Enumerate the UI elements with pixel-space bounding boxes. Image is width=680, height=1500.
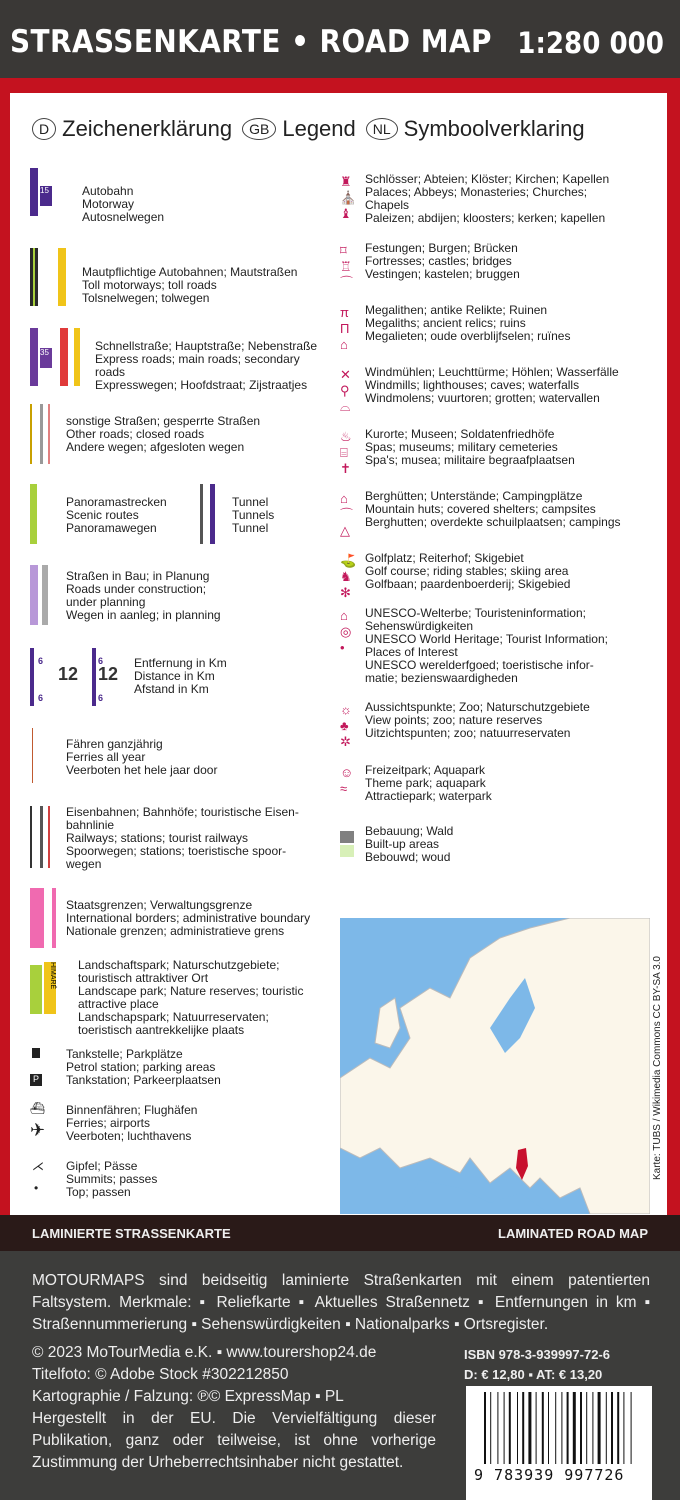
legend-text-line: Megaliths; ancient relics; ruins: [365, 316, 526, 330]
legend-text-line: Landscape park; Nature reserves; touristic: [78, 984, 304, 998]
legend-title-nl: Symboolverklaring: [403, 116, 585, 141]
legend-entry-petrol: [66, 1048, 221, 1087]
legend-text-line: Spoorwegen; stations; toeristische spoor-: [66, 844, 287, 858]
price: D: € 12,80 ▪ AT: € 13,20: [464, 1367, 603, 1382]
distance-number: 12: [98, 664, 119, 684]
legend-text-line: Mautpflichtige Autobahnen; Mautstraßen: [82, 265, 298, 279]
legend-text-line: Golfbaan; paardenboerderij; Skigebied: [365, 577, 571, 591]
barcode-bar: [528, 1392, 531, 1464]
legend-entry-windmills: [365, 366, 619, 405]
page-title: STRASSENKARTE • ROAD MAP: [10, 24, 492, 60]
legend-text-line: Golf course; riding stables; skiing area: [365, 564, 569, 578]
megaliths-icon-2: Π: [340, 321, 350, 336]
barcode-bar: [517, 1392, 518, 1464]
windmills-icon-3: ⌓: [340, 399, 351, 414]
barcode-bar: [548, 1392, 549, 1464]
legend-text-line: Tankstation; Parkeerplaatsen: [66, 1073, 221, 1087]
legend-text-line: Windmolens; vuurtoren; grotten; watervallen: [365, 391, 600, 405]
legend-text-line: bahnlinie: [66, 818, 115, 832]
legend-entry-built-up: [365, 825, 453, 864]
legend-text-line: Festungen; Burgen; Brücken: [365, 241, 518, 255]
legend-entry-golf: [365, 552, 570, 591]
legend-text-line: toeristisch aantrekkelijke plaats: [78, 1023, 245, 1037]
legend-text-line: Top; passen: [66, 1185, 131, 1199]
ferry-icon: ⛴: [30, 1101, 46, 1115]
huts-icon-2: ⌒: [340, 507, 354, 522]
legend-text-line: Binnenfähren; Flughäfen: [66, 1103, 198, 1117]
legend-text-line: Sehenswürdigkeiten: [365, 619, 474, 633]
legend-entry-castles: [365, 173, 609, 225]
other-road-symbol: [40, 404, 43, 464]
viewpoints-icon-3: ✲: [340, 734, 351, 749]
legend-text-line: Attractiepark; waterpark: [365, 789, 492, 803]
landscape-park-symbol: [30, 965, 42, 990]
legend-text-line: Other roads; closed roads: [66, 427, 205, 441]
huts-icon-1: ⌂: [340, 491, 348, 506]
legend-entry-other-roads: [66, 415, 260, 454]
barcode-bar: [598, 1392, 601, 1464]
legend-entry-landscape-park: [78, 959, 303, 1037]
nature-reserve-symbol: [30, 990, 42, 1014]
legend-text-line: Landschaftspark; Naturschutzgebiete;: [78, 958, 280, 972]
megaliths-icon-3: ⌂: [340, 337, 348, 352]
legend-text-line: UNESCO-Welterbe; Touristeninformation;: [365, 606, 586, 620]
legend-entry-summits: [66, 1160, 157, 1199]
tourist-railway-symbol: [48, 806, 50, 868]
legend-text-line: Uitzichtspunten; zoo; natuurreservaten: [365, 726, 571, 740]
legend-text-line: Windmills; lighthouses; caves; waterfalls: [365, 378, 580, 392]
fortresses-icon-2: ♖: [340, 259, 352, 274]
legend-text-line: Kurorte; Museen; Soldatenfriedhöfe: [365, 427, 555, 441]
legend-entry-ferries-airports: [66, 1104, 197, 1143]
toll-road-symbol: [58, 248, 66, 306]
legend-entry-railways: [66, 806, 299, 871]
legend-text-line: Spa's; musea; militaire begraafplaatsen: [365, 453, 575, 467]
legend-text-line: Eisenbahnen; Bahnhöfe; touristische Eisen-: [66, 805, 299, 819]
legend-text-line: Schnellstraße; Hauptstraße; Nebenstraße: [95, 339, 318, 353]
toll-motorway-stripe: [33, 248, 35, 306]
legend-entry-toll-motorway: [82, 266, 297, 305]
windmills-icon-1: ✕: [340, 367, 351, 382]
unesco-icon-1: ⌂: [340, 608, 348, 623]
barcode-bar: [586, 1392, 587, 1464]
scenic-route-symbol: [30, 484, 37, 544]
legend-text-line: Toll motorways; toll roads: [82, 278, 217, 292]
legend-text-line: Summits; passes: [66, 1172, 158, 1186]
barcode-bar: [536, 1392, 537, 1464]
legend-text-line: Autobahn: [82, 184, 134, 198]
legend-entry-ferries: [66, 738, 217, 777]
legend-text-line: Berghutten; overdekte schuilplaatsen; campings: [365, 515, 621, 529]
legend-text-line: Vestingen; kastelen; bruggen: [365, 267, 520, 281]
barcode-bar: [490, 1392, 491, 1464]
barcode-bar: [497, 1392, 498, 1464]
legend-text-line: Berghütten; Unterstände; Campingplätze: [365, 489, 583, 503]
legend-text-line: View points; zoo; nature reserves: [365, 713, 543, 727]
legend-text-line: Expresswegen; Hoofdstraat; Zijstraatjes: [95, 378, 308, 392]
legend-entry-spas: [365, 428, 575, 467]
legend-text-line: Ferries; airports: [66, 1116, 151, 1130]
legend-text-line: Bebouwd; woud: [365, 850, 451, 864]
megaliths-icon-1: π: [340, 305, 349, 320]
forest-swatch: [340, 845, 354, 857]
lang-badge-nl: NL: [366, 118, 398, 140]
legend-entry-megaliths: [365, 304, 570, 343]
legend-entry-huts: [365, 490, 621, 529]
legend-text-line: UNESCO werelderfgoed; toeristische infor-: [365, 658, 594, 672]
pass-icon: •: [34, 1181, 39, 1195]
legend-text-line: Andere wegen; afgesloten wegen: [66, 440, 245, 454]
legend-text-line: Tunnel: [232, 521, 269, 535]
railway-symbol: [30, 806, 32, 868]
express-road-symbol: [30, 328, 38, 386]
legend-entry-borders: [66, 899, 310, 938]
spas-icon-1: ♨: [340, 429, 352, 444]
tunnel-symbol: [200, 484, 203, 544]
legend-text-line: Megalithen; antike Relikte; Ruinen: [365, 303, 548, 317]
legend-text-line: Motorway: [82, 197, 135, 211]
huts-icon-3: △: [340, 523, 350, 538]
barcode-bar: [573, 1392, 576, 1464]
legend-text-line: roads: [95, 365, 126, 379]
viewpoints-icon-1: ☼: [340, 702, 352, 717]
castles-icon-1: ♜: [340, 174, 352, 189]
legend-text-line: Fortresses; castles; bridges: [365, 254, 512, 268]
legend-text-line: Mountain huts; covered shelters; campsites: [365, 502, 596, 516]
legend-entry-under-construction: [66, 570, 221, 622]
legend-entry-theme-park: [365, 764, 492, 803]
header-bar: [0, 0, 680, 78]
strip-label-en: LAMINATED ROAD MAP: [498, 1226, 648, 1241]
barcode-bar: [509, 1392, 511, 1464]
legend-title-en: Legend: [282, 116, 356, 141]
legend-text-line: Panoramastrecken: [66, 495, 167, 509]
theme-park-icon-2: ≈: [340, 781, 348, 796]
legend-text-line: matie; bezienswaardigheden: [365, 671, 518, 685]
golf-icon-2: ♞: [340, 569, 352, 584]
spas-icon-2: ⌸: [340, 445, 348, 460]
legend-text-line: Wegen in aanleg; in planning: [66, 608, 221, 622]
motorway-number-badge: 15: [40, 186, 52, 206]
ferry-symbol: [32, 728, 33, 783]
legend-text-line: Paleizen; abdijen; kloosters; kerken; kapellen: [365, 211, 606, 225]
admin-boundary-symbol: [52, 888, 56, 948]
legend-text-line: sonstige Straßen; gesperrte Straßen: [66, 414, 261, 428]
planning-road-symbol: [42, 565, 48, 625]
legend-text-line: International borders; administrative boundary: [66, 911, 311, 925]
viewpoints-icon-2: ♣: [340, 718, 349, 733]
legend-text-line: touristisch attraktiver Ort: [78, 971, 209, 985]
legend-entry-scenic-routes: [66, 496, 167, 535]
product-description: MOTOURMAPS sind beidseitig laminierte Straßenkarten mit einem patentierten Faltsystem. Merkmale: ▪ Reliefkarte ▪ Aktuelles Straßennetz ▪ Entfernungen in km ▪ Straßennummerierung ▪ Sehenswürdigkeiten ▪ Nationalparks ▪ Ortsregister.: [32, 1272, 650, 1333]
legend-text-line: Palaces; Abbeys; Monasteries; Churches;: [365, 185, 588, 199]
legend-text-line: Nationale grenzen; administratieve grens: [66, 924, 285, 938]
legend-text-line: Windmühlen; Leuchttürme; Höhlen; Wasserfälle: [365, 365, 619, 379]
legend-text-line: Built-up areas: [365, 837, 440, 851]
legend-text-line: Railways; stations; tourist railways: [66, 831, 249, 845]
barcode-bar: [567, 1392, 569, 1464]
fortresses-icon-1: ⌑: [340, 243, 347, 258]
summit-icon: ⋌: [32, 1159, 44, 1173]
other-road-symbol: [30, 404, 32, 464]
strip-label-de: LAMINIERTE STRASSENKARTE: [32, 1226, 231, 1241]
distance-symbol: [92, 648, 96, 706]
barcode-bar: [623, 1392, 624, 1464]
europe-landmass: [340, 918, 650, 1214]
legend-entry-unesco: [365, 607, 608, 685]
distance-number: 6: [98, 693, 104, 703]
legend-text-line: Gipfel; Pässe: [66, 1159, 138, 1173]
legend-text-line: Schlösser; Abteien; Klöster; Kirchen; Kapellen: [365, 172, 610, 186]
legend-entry-distance: [134, 657, 227, 696]
legend-text-line: Spas; museums; military cemeteries: [365, 440, 558, 454]
legend-text-line: Veerboten het hele jaar door: [66, 763, 218, 777]
motorway-symbol: [30, 168, 38, 216]
legend-text-line: under planning: [66, 595, 146, 609]
distance-number: 6: [38, 656, 44, 666]
copyright: © 2023 MoTourMedia e.K. ▪ www.tourershop24.de: [32, 1344, 377, 1361]
secondary-road-symbol: [74, 328, 80, 386]
unesco-icon-3: •: [340, 640, 345, 655]
unesco-icon-2: ◎: [340, 624, 352, 639]
cartography-credit: Kartographie / Falzung: ℗© ExpressMap ▪ PL: [32, 1388, 344, 1405]
windmills-icon-2: ⚲: [340, 383, 350, 398]
closed-road-symbol: [48, 404, 50, 464]
uk-landmass: [375, 998, 400, 1048]
legend-text-line: Tankstelle; Parkplätze: [66, 1047, 183, 1061]
legend-text-line: Places of Interest: [365, 645, 458, 659]
parking-icon: P: [30, 1074, 42, 1086]
barcode-bar: [522, 1392, 524, 1464]
legend-text-line: UNESCO World Heritage; Tourist Information;: [365, 632, 608, 646]
barcode-bar: [542, 1392, 544, 1464]
legend-text-line: Afstand in Km: [134, 682, 209, 696]
legal-notice: Hergestellt in der EU. Die Vervielfältigung dieser Publikation, ganz oder teilweise, ist ohne vorherige Zustimmung der Urheberrechtsinhaber nicht gestattet.: [32, 1410, 436, 1471]
legend-entry-viewpoints: [365, 701, 590, 740]
barcode-bar: [484, 1392, 486, 1464]
barcode-bar: [631, 1392, 632, 1464]
barcode-bar: [561, 1392, 562, 1464]
legend-text-line: Fähren ganzjährig: [66, 737, 163, 751]
legend-title-de: Zeichenerklärung: [62, 116, 233, 141]
legend-entry-motorway: [82, 185, 164, 224]
legend-text-line: Ferries all year: [66, 750, 146, 764]
legend-text-line: Staatsgrenzen; Verwaltungsgrenze: [66, 898, 253, 912]
barcode-bar: [617, 1392, 619, 1464]
photo-credit: Titelfoto: © Adobe Stock #302212850: [32, 1366, 289, 1383]
barcode-bar: [504, 1392, 505, 1464]
legend-text-line: Petrol station; parking areas: [66, 1060, 216, 1074]
distance-number: 12: [58, 664, 79, 684]
barcode-bar: [592, 1392, 593, 1464]
legend-entry-fortresses: [365, 242, 520, 281]
barcode-bar: [611, 1392, 613, 1464]
express-road-badge: 35: [40, 348, 52, 368]
legend-text-line: Aussichtspunkte; Zoo; Naturschutzgebiete: [365, 700, 590, 714]
spas-icon-3: ✝: [340, 461, 351, 476]
legend-text-line: Roads under construction;: [66, 582, 207, 596]
legend-text-line: Tunnel: [232, 495, 269, 509]
lang-badge-d: D: [32, 118, 56, 140]
petrol-station-icon: [32, 1048, 40, 1058]
legend-text-line: Panoramawegen: [66, 521, 157, 535]
border-symbol: [30, 888, 44, 948]
distance-number: 6: [38, 693, 44, 703]
legend-text-line: Theme park; aquapark: [365, 776, 486, 790]
legend-text-line: Golfplatz; Reiterhof; Skigebiet: [365, 551, 524, 565]
castles-icon-2: ⛪: [340, 190, 357, 205]
legend-text-line: wegen: [66, 857, 102, 871]
barcode-bar: [580, 1392, 582, 1464]
legend-text-line: Megalieten; oude overblijfselen; ruïnes: [365, 329, 571, 343]
isbn-block: [464, 1345, 610, 1385]
tunnel-symbol: [210, 484, 215, 544]
legend-text-line: Veerboten; luchthavens: [66, 1129, 192, 1143]
legend-text-line: Tunnels: [232, 508, 275, 522]
map-scale: 1:280 000: [517, 26, 664, 60]
legend-text-line: attractive place: [78, 997, 159, 1011]
legend-text-line: Scenic routes: [66, 508, 139, 522]
golf-icon-1: ⛳: [340, 553, 357, 568]
fortresses-icon-3: ⌒: [340, 275, 354, 290]
barcode-bar: [555, 1392, 556, 1464]
construction-road-symbol: [30, 565, 38, 625]
map-credit: Karte: TUBS / Wikimedia Commons CC BY-SA 3.0: [652, 956, 663, 1180]
tourist-place-badge: HIMARË: [44, 962, 56, 1014]
legend-text-line: Freizeitpark; Aquapark: [365, 763, 486, 777]
golf-icon-3: ✻: [340, 585, 351, 600]
legend-text-line: Express roads; main roads; secondary: [95, 352, 300, 366]
legend-text-line: Distance in Km: [134, 669, 215, 683]
legend-text-line: Tolsnelwegen; tolwegen: [82, 291, 210, 305]
legend-text-line: Chapels: [365, 198, 410, 212]
legend-text-line: Landschapspark; Natuurreservaten;: [78, 1010, 269, 1024]
barcode-number: 9 783939 997726: [474, 1466, 625, 1484]
legend-text-line: Entfernung in Km: [134, 656, 227, 670]
railway-symbol: [40, 806, 43, 868]
built-up-area-swatch: [340, 831, 354, 843]
theme-park-icon-1: ☺: [340, 765, 354, 780]
legend-heading: [28, 116, 585, 142]
airport-icon: ✈: [30, 1120, 46, 1140]
legend-text-line: Straßen in Bau; in Planung: [66, 569, 210, 583]
main-road-symbol: [60, 328, 68, 386]
isbn: ISBN 978-3-939997-72-6: [464, 1347, 610, 1362]
legend-entry-tunnel: [232, 496, 274, 535]
distance-symbol: [30, 648, 34, 706]
legend-text-line: Autosnelwegen: [82, 210, 165, 224]
europe-locator-map: [340, 918, 650, 1214]
legend-entry-express-roads: [95, 340, 317, 392]
legend-text-line: Bebauung; Wald: [365, 824, 454, 838]
castles-icon-3: ♝: [340, 206, 352, 221]
lang-badge-gb: GB: [242, 118, 276, 140]
barcode-bar: [606, 1392, 607, 1464]
distance-number: 6: [98, 656, 104, 666]
